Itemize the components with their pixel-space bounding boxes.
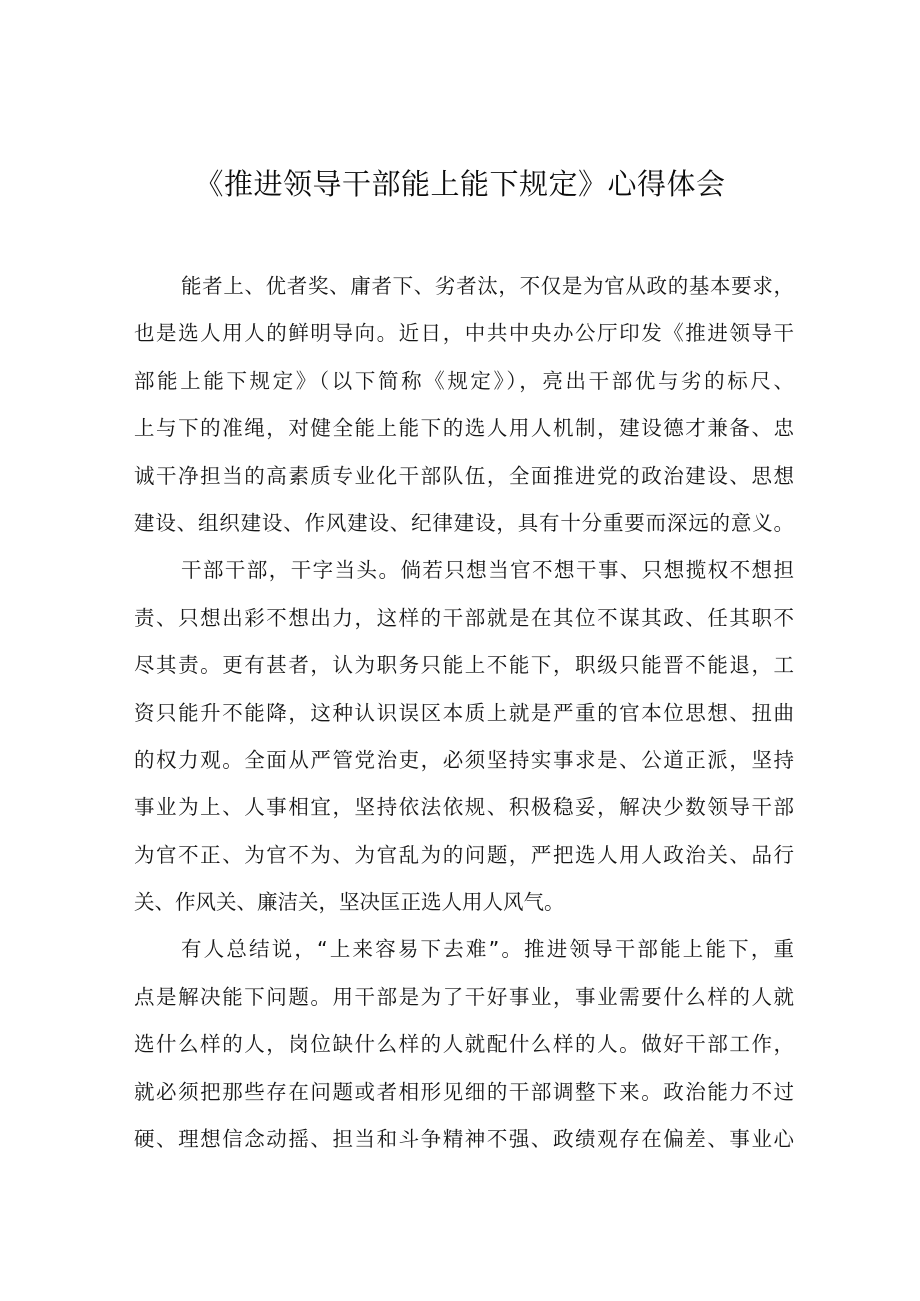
paragraph-2 (134, 550, 794, 929)
paragraph-line: 选什么样的人，岗位缺什么样的人就配什么样的人。做好干部工作， (134, 1032, 794, 1057)
paragraph-line: 事业为上、人事相宜，坚持依法依规、积极稳妥，解决少数领导干部 (134, 795, 794, 820)
paragraph-line: 尽其责。更有甚者，认为职务只能上不能下，职级只能晋不能退，工 (134, 653, 794, 678)
paragraph-line: 责、只想出彩不想出力，这样的干部就是在其位不谋其政、任其职不 (134, 605, 794, 630)
paragraph-line: 能者上、优者奖、庸者下、劣者汰，不仅是为官从政的基本要求， (181, 274, 794, 298)
paragraph-line: 硬、理想信念动摇、担当和斗争精神不强、政绩观存在偏差、事业心 (134, 1127, 794, 1152)
paragraph-line: 建设、组织建设、作风建设、纪律建设，具有十分重要而深远的意义。 (134, 510, 794, 535)
paragraph-line: 的权力观。全面从严管党治吏，必须坚持实事求是、公道正派，坚持 (134, 747, 794, 772)
paragraph-line: 也是选人用人的鲜明导向。近日，中共中央办公厅印发《推进领导干 (134, 321, 794, 346)
paragraph-line: 干部干部，干字当头。倘若只想当官不想干事、只想揽权不想担 (181, 558, 794, 583)
paragraph-3 (134, 929, 794, 1166)
paragraph-1 (134, 266, 794, 550)
paragraph-line: 资只能升不能降，这种认识误区本质上就是严重的官本位思想、扭曲 (134, 700, 794, 725)
paragraph-line: 关、作风关、廉洁关，坚决匡正选人用人风气。 (134, 890, 565, 915)
paragraph-line: 点是解决能下问题。用干部是为了干好事业，事业需要什么样的人就 (134, 984, 794, 1009)
document-title: 《推进领导干部能上能下规定》心得体会 (194, 167, 726, 201)
document-body (134, 266, 794, 1166)
paragraph-line: 就必须把那些存在问题或者相形见细的干部调整下来。政治能力不过 (134, 1079, 794, 1104)
paragraph-line: 有人总结说，“上来容易下去难”。推进领导干部能上能下，重 (181, 937, 794, 962)
paragraph-line: 为官不正、为官不为、为官乱为的问题，严把选人用人政治关、品行 (134, 842, 794, 867)
paragraph-line: 上与下的准绳，对健全能上能下的选人用人机制，建设德才兼备、忠 (134, 416, 794, 441)
paragraph-line: 诚干净担当的高素质专业化干部队伍，全面推进党的政治建设、思想 (134, 463, 794, 488)
paragraph-line: 部能上能下规定》（以下简称《规定》），亮出干部优与劣的标尺、 (134, 368, 794, 393)
